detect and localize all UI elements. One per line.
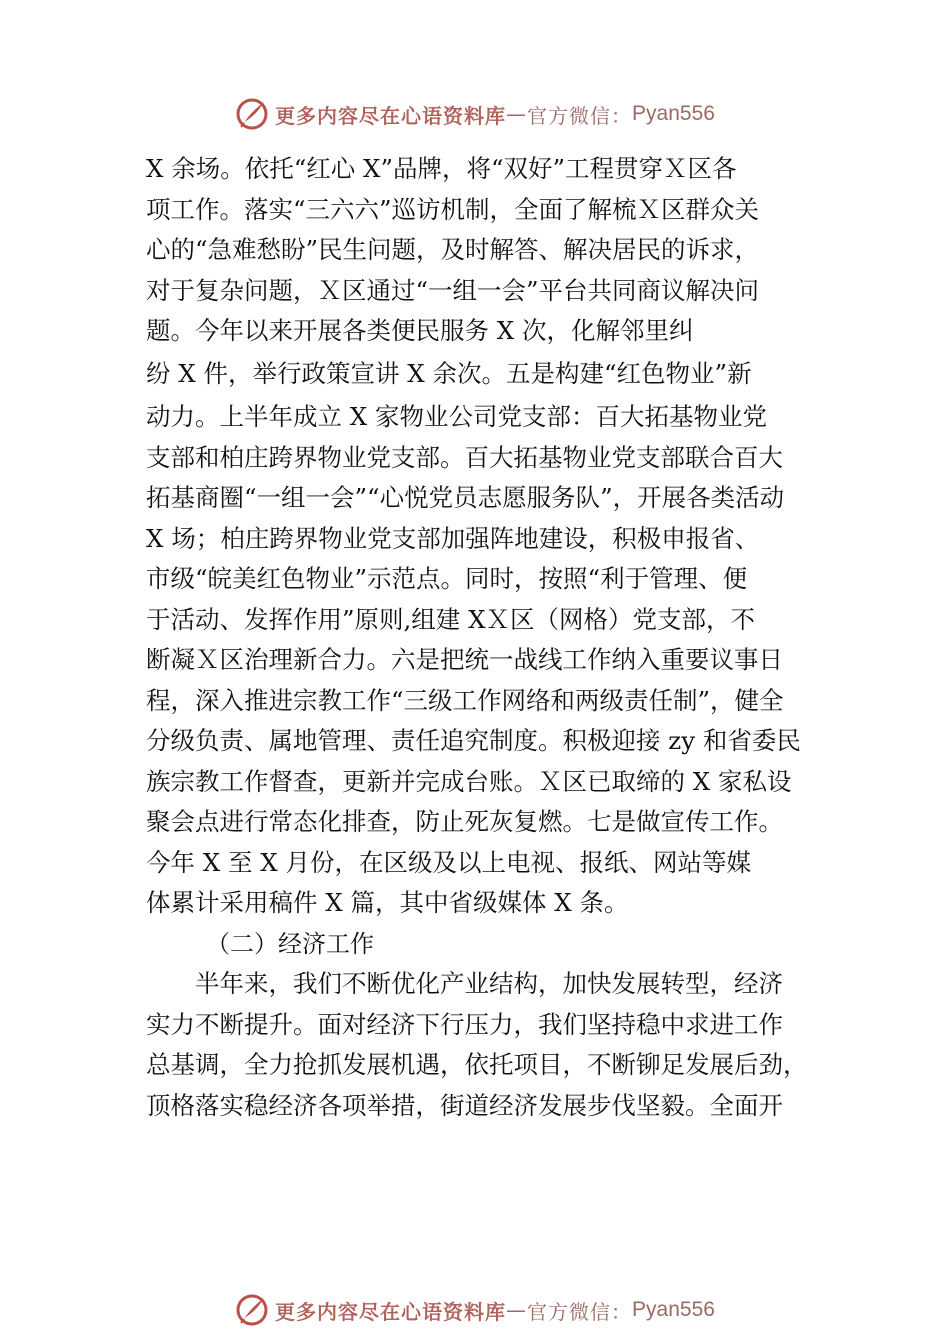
text-line: 拓基商圈“一组一会”“心悦党员志愿服务队”，开展各类活动	[146, 483, 785, 512]
section-heading: （二）经济工作	[206, 929, 374, 958]
text-line: 动力。上半年成立 X 家物业公司党支部：百大拓基物业党	[146, 402, 768, 431]
text-line: 实力不断提升。面对经济下行压力，我们坚持稳中求进工作	[146, 1009, 783, 1039]
banner-wechat-id: Pyan556	[632, 102, 715, 125]
banner-brand-text: 更多内容尽在心语资料库	[275, 103, 507, 128]
text-line: X 场；柏庄跨界物业党支部加强阵地建设，积极申报省、	[146, 523, 760, 553]
text-line: 纷 X 件，举行政策宣讲 X 余次。五是构建“红色物业”新	[146, 358, 752, 388]
text-line: 项工作。落实“三六六”巡访机制，全面了解梳Ｘ区群众关	[146, 194, 760, 224]
text-line: 体累计采用稿件 X 篇，其中省级媒体 X 条。	[146, 888, 629, 917]
text-line: 今年 X 至 X 月份，在区级及以上电视、报纸、网站等媒	[146, 847, 752, 877]
text-line: 分级负责、属地管理、责任追究制度。积极迎接 zy 和省委民	[146, 726, 801, 755]
text-line: 顶格落实稳经济各项举措，街道经济发展步伐坚毅。全面开	[146, 1090, 783, 1120]
banner-wechat-label: 官方微信：	[527, 1299, 633, 1324]
text-line: 心的“急难愁盼”民生问题，及时解答、解决居民的诉求，	[146, 235, 760, 264]
document-body	[146, 149, 811, 1126]
quill-logo-icon	[235, 1293, 269, 1327]
banner-wechat-id: Pyan556	[632, 1298, 715, 1321]
text-line: 程，深入推进宗教工作“三级工作网络和两级责任制”，健全	[146, 685, 784, 715]
text-line: 题。今年以来开展各类便民服务 X 次，化解邻里纠	[146, 316, 694, 345]
banner-wechat-label: 官方微信：	[527, 103, 633, 128]
text-line: X 余场。依托“红心 X”品牌，将“双好”工程贯穿Ｘ区各	[146, 154, 737, 183]
banner-separator: —	[506, 1298, 528, 1322]
text-line: 半年来，我们不断优化产业结构，加快发展转型，经济	[195, 969, 783, 998]
text-line: 对于复杂问题，Ｘ区通过“一组一会”平台共同商议解决问	[146, 275, 760, 305]
text-line: 族宗教工作督查，更新并完成台账。Ｘ区已取缔的 X 家私设	[146, 766, 792, 796]
text-line: 市级“皖美红色物业”示范点。同时，按照“利于管理、便	[146, 564, 748, 593]
text-line: 支部和柏庄跨界物业党支部。百大拓基物业党支部联合百大	[146, 442, 783, 472]
text-line: 断凝Ｘ区治理新合力。六是把统一战线工作纳入重要议事日	[146, 645, 783, 674]
text-line: 总基调，全力抢抓发展机遇，依托项目，不断铆足发展后劲，	[146, 1050, 808, 1079]
footer-banner	[0, 1290, 950, 1330]
quill-logo-icon	[235, 97, 269, 131]
banner-brand-text: 更多内容尽在心语资料库	[275, 1299, 507, 1324]
text-line: 于活动、发挥作用”原则,组建 XＸ区（网格）党支部，不	[146, 604, 756, 634]
banner-separator: —	[506, 102, 528, 126]
text-line: 聚会点进行常态化排查，防止死灰复燃。七是做宣传工作。	[146, 807, 783, 836]
header-banner	[0, 94, 950, 134]
